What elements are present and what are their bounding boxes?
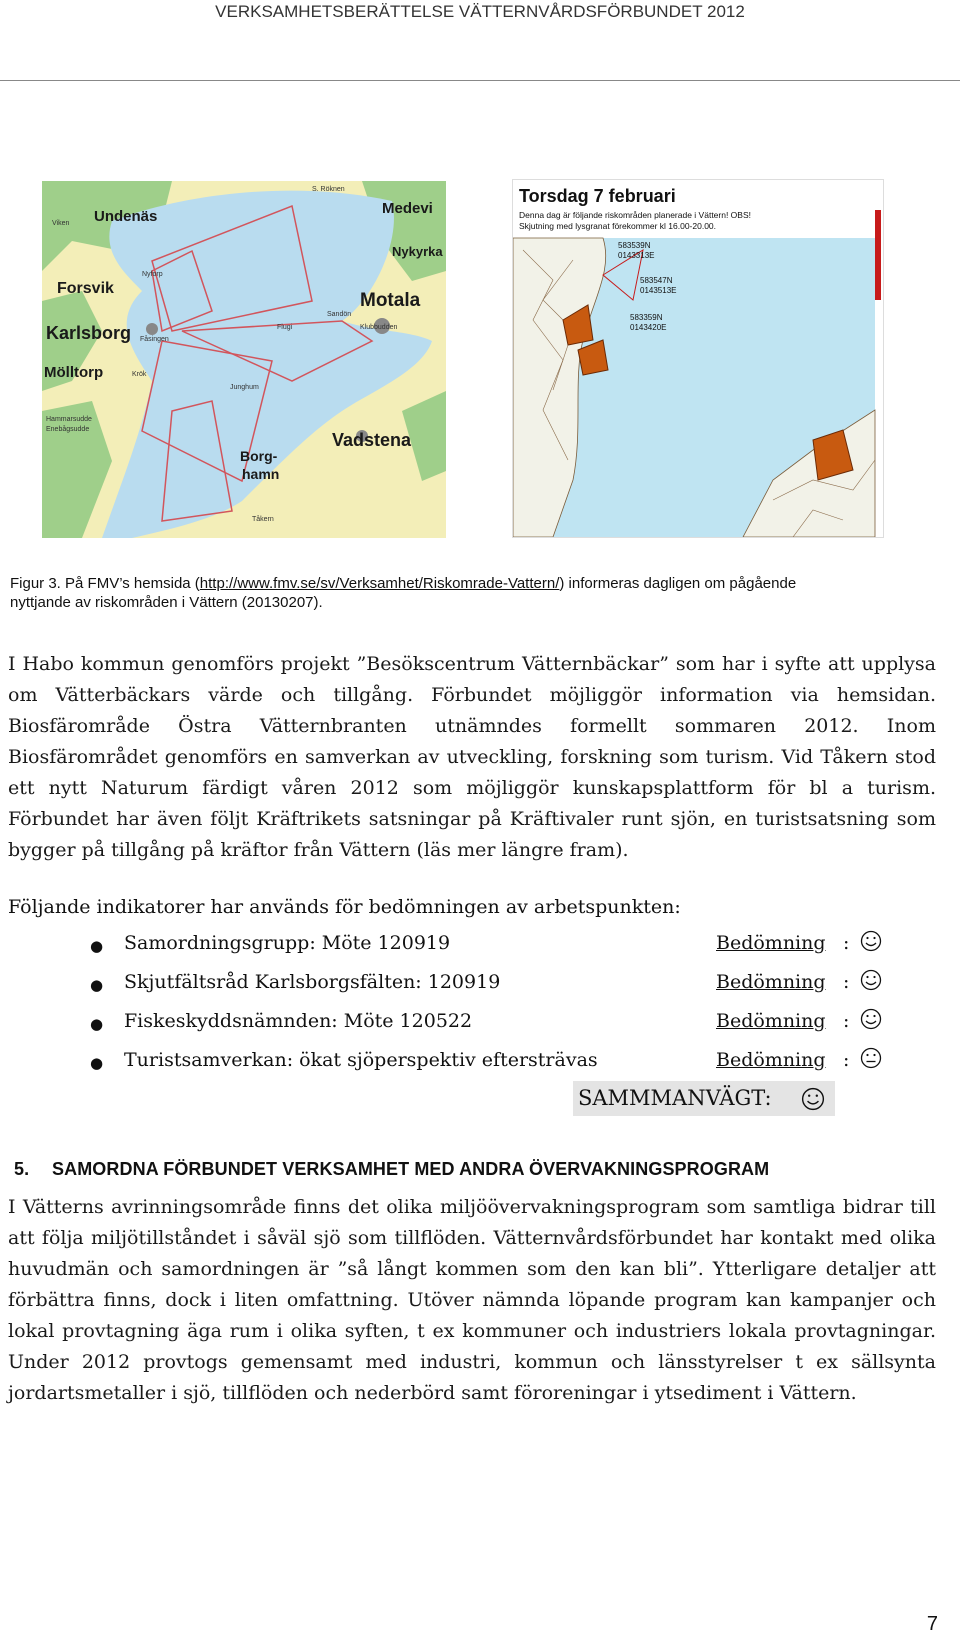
assessment-colon: : bbox=[843, 1049, 850, 1071]
label-nyforp: Nyforp bbox=[142, 271, 163, 278]
neutral-face-icon bbox=[860, 1047, 882, 1069]
bullet-icon: ● bbox=[90, 937, 104, 955]
caption-suffix: ) informeras dagligen om pågående bbox=[559, 575, 797, 592]
label-borghamn-2: hamn bbox=[242, 466, 280, 482]
caption-line-2: nyttjande av riskområden i Vättern (20130207). bbox=[10, 594, 323, 611]
overall-label: SAMMMANVÄGT: bbox=[578, 1086, 772, 1110]
section-number: 5. bbox=[14, 1159, 30, 1179]
coord-2b: 0143513E bbox=[640, 286, 677, 295]
label-krok: Krök bbox=[132, 371, 147, 378]
page-number: 7 bbox=[926, 1613, 938, 1635]
indicators-intro: Följande indikatorer har används för bedömningen av arbetspunkten: bbox=[8, 896, 681, 918]
label-borghamn: Borg- bbox=[240, 448, 278, 464]
assessment-label: Bedömning bbox=[716, 1010, 826, 1032]
lake-map-svg bbox=[42, 181, 446, 538]
indicator-text: Skjutfältsråd Karlsborgsfälten: 120919 bbox=[124, 971, 501, 993]
assessment-colon: : bbox=[843, 932, 850, 954]
label-undenas: Undenäs bbox=[94, 208, 158, 225]
label-hammarsudde: Hammarsudde bbox=[46, 416, 92, 423]
overall-assessment bbox=[573, 1081, 835, 1116]
label-forsvik: Forsvik bbox=[57, 280, 114, 297]
label-fasingen: Fåsingen bbox=[140, 336, 169, 343]
label-klubbudden: Klubbudden bbox=[360, 324, 398, 331]
notice-title: Torsdag 7 februari bbox=[519, 186, 676, 206]
body-paragraph-2: I Vätterns avrinningsområde finns det olika miljöövervakningsprogram som samtliga bidrar till att följa miljötillståndet i såväl sjö som tillflöden. Vätternvårdsförbundet har kontakt med olika huvudmän och samordningen är ”så långt kommen som den kan bli”. Ytterligare detaljer att förbättra finns, dock i liten omfattning. Utöver nämnda löpande program kan kampanjer och lokal provtagning äga rum i olika syften, t ex kommuner och industriers lokala provtagningar. Under 2012 provtogs gemensamt med industri, kommun och länsstyrelser t ex sällsynta jordartsmetaller i sjö, tillflöden och nederbörd samt föroreningar i ytsediment i Vättern. bbox=[8, 1196, 936, 1404]
fmv-risk-area-map bbox=[42, 181, 446, 538]
running-header: VERKSAMHETSBERÄTTELSE VÄTTERNVÅRDSFÖRBUNDET 2012 bbox=[215, 2, 745, 21]
notice-map-svg bbox=[513, 180, 883, 537]
indicator-list bbox=[8, 932, 908, 1088]
happy-face-icon bbox=[860, 969, 882, 991]
coord-1b: 0143313E bbox=[618, 251, 655, 260]
assessment-label: Bedömning bbox=[716, 1049, 826, 1071]
happy-face-icon bbox=[801, 1087, 825, 1111]
notice-line-2: Skjutning med lysgranat förekommer kl 16.00-20.00. bbox=[519, 221, 717, 231]
coord-2a: 583547N bbox=[640, 276, 673, 285]
label-viken: Viken bbox=[52, 220, 70, 227]
assessment-label: Bedömning bbox=[716, 971, 826, 993]
label-medevi: Medevi bbox=[382, 200, 433, 217]
bullet-icon: ● bbox=[90, 976, 104, 994]
bullet-icon: ● bbox=[90, 1054, 104, 1072]
happy-face-icon bbox=[860, 1008, 882, 1030]
caption-link[interactable]: http://www.fmv.se/sv/Verksamhet/Riskomrade-Vattern/ bbox=[199, 575, 560, 592]
header-rule bbox=[0, 80, 960, 81]
label-sandon: Sandön bbox=[327, 311, 352, 318]
assessment-colon: : bbox=[843, 1010, 850, 1032]
figure-caption bbox=[10, 574, 940, 612]
section-title-text: SAMORDNA FÖRBUNDET VERKSAMHET MED ANDRA ÖVERVAKNINGSPROGRAM bbox=[52, 1159, 770, 1179]
label-nykyrka: Nykyrka bbox=[392, 244, 443, 259]
indicator-text: Samordningsgrupp: Möte 120919 bbox=[124, 932, 451, 954]
indicator-item bbox=[8, 971, 908, 1010]
caption-prefix: Figur 3. På FMV’s hemsida ( bbox=[10, 575, 200, 592]
label-molltorp: Mölltorp bbox=[44, 364, 104, 381]
coord-3b: 0143420E bbox=[630, 323, 667, 332]
label-vadstena: Vadstena bbox=[332, 430, 412, 450]
happy-face-icon bbox=[860, 930, 882, 952]
label-junghum: Junghum bbox=[230, 384, 259, 391]
section-heading bbox=[14, 1159, 769, 1180]
label-takern: Tåkern bbox=[252, 516, 274, 523]
daily-risk-notice-map bbox=[512, 179, 884, 538]
assessment-label: Bedömning bbox=[716, 932, 826, 954]
body-paragraph-1: I Habo kommun genomförs projekt ”Besökscentrum Vätternbäckar” som har i syfte att upplysa om Vätterbäckars värde och tillgång. Förbundet möjliggör information via hemsidan. Biosfärområde Östra Vätternbranten utnämndes formellt sommaren 2012. Inom Biosfärområdet genomförs en samverkan av utveckling, forskning som turism. Vid Tåkern stod ett nytt Naturum färdigt våren 2012 som möjliggör kunskapsplattform för bl a turism. Förbundet har även följt Kräftrikets satsningar på Kräftivaler runt sjön, en turistsatsning som bygger på tillgång på kräftor från Vättern (läs mer längre fram). bbox=[8, 653, 936, 861]
indicator-item bbox=[8, 932, 908, 971]
indicator-text: Fiskeskyddsnämnden: Möte 120522 bbox=[124, 1010, 473, 1032]
label-enebagsudde: Enebågsudde bbox=[46, 426, 90, 433]
indicator-text: Turistsamverkan: ökat sjöperspektiv eftersträvas bbox=[124, 1049, 598, 1071]
label-motala: Motala bbox=[360, 290, 421, 311]
label-flugi: Flugi bbox=[277, 324, 293, 331]
indicator-item bbox=[8, 1010, 908, 1049]
label-rokmen: S. Röknen bbox=[312, 186, 345, 193]
label-karlsborg: Karlsborg bbox=[46, 323, 132, 343]
bullet-icon: ● bbox=[90, 1015, 104, 1033]
coord-1a: 583539N bbox=[618, 241, 651, 250]
assessment-colon: : bbox=[843, 971, 850, 993]
notice-line-1: Denna dag är följande riskområden planerade i Vättern! OBS! bbox=[519, 210, 751, 220]
coord-3a: 583359N bbox=[630, 313, 663, 322]
